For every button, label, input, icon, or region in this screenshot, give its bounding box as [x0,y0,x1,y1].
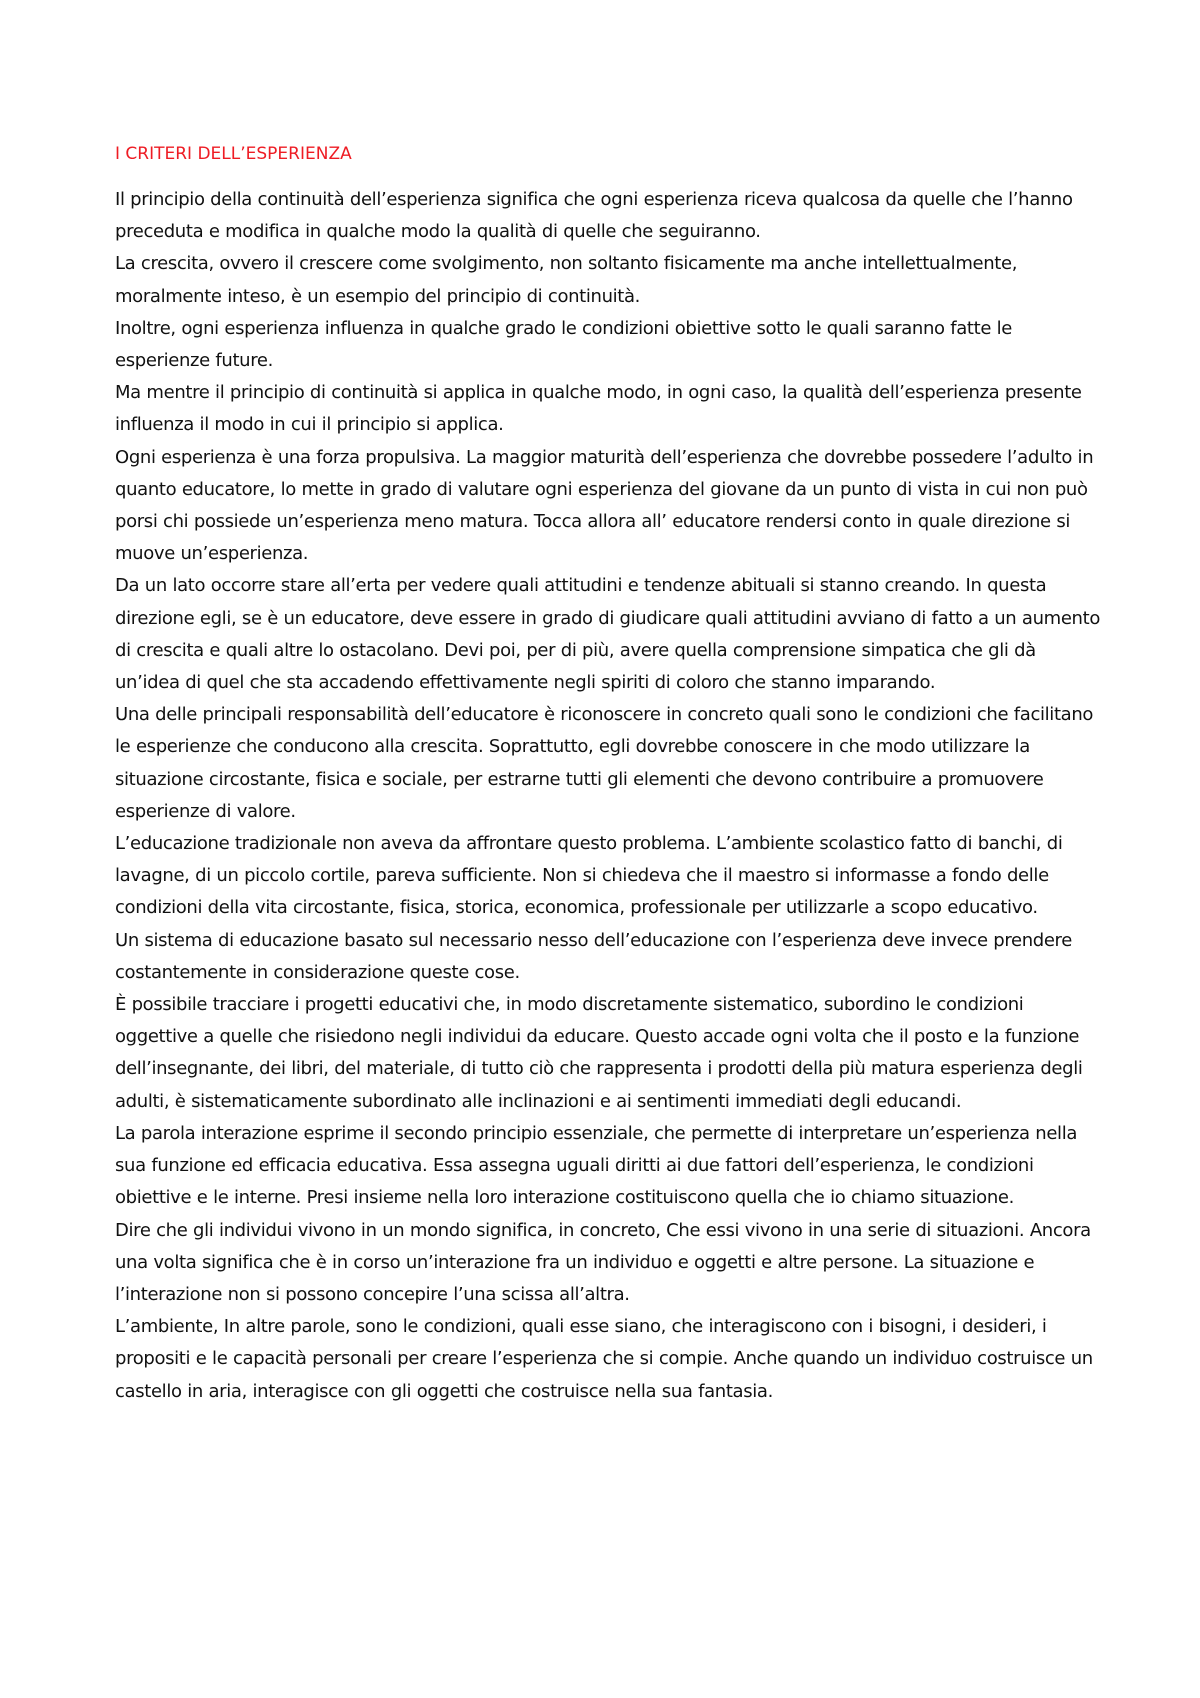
paragraph-crescita: La crescita, ovvero il crescere come svolgimento, non soltanto fisicamente ma anche intellettualmente, moralmente inteso, è un esempio del principio di continuità. [115,253,1018,307]
document-title: I CRITERI DELL’ESPERIENZA [115,144,352,164]
paragraph-forza-propulsiva: Ogni esperienza è una forza propulsiva. La maggior maturità dell’esperienza che dovrebbe possedere l’adulto in quanto educatore, lo mette in grado di valutare ogni esperienza del giovane da un punto di vista in cui non può porsi chi possiede un’esperienza meno matura. Tocca allora all’ educatore rendersi conto in quale direzione si muove un’esperienza. [115,446,1094,565]
paragraph-qualita-esperienza: Ma mentre il principio di continuità si applica in qualche modo, in ogni caso, la qualità dell’esperienza presente influenza il modo in cui il principio si applica. [115,382,1082,436]
paragraph-continuita: Il principio della continuità dell’esperienza significa che ogni esperienza riceva qualcosa da quelle che l’hanno preceduta e modifica in qualche modo la qualità di quelle che seguiranno. [115,189,1073,243]
paragraph-interazione: La parola interazione esprime il secondo principio essenziale, che permette di interpretare un’esperienza nella sua funzione ed efficacia educativa. Essa assegna uguali diritti ai due fattori dell’esperienza, le condizioni obiettive e le interne. Presi insieme nella loro interazione costituiscono quella che io chiamo situazione. [115,1122,1078,1209]
paragraph-condizioni-obiettive: Inoltre, ogni esperienza influenza in qualche grado le condizioni obiettive sotto le quali saranno fatte le esperienze future. [115,317,1012,372]
paragraph-sistema-educazione: Un sistema di educazione basato sul necessario nesso dell’educazione con l’esperienza deve invece prendere costantemente in considerazione queste cose. [115,929,1072,983]
paragraph-responsabilita: Una delle principali responsabilità dell’educatore è riconoscere in concreto quali sono le condizioni che facilitano le esperienze che conducono alla crescita. Soprattutto, egli dovrebbe conoscere in che modo utilizzare la situazione circostante, fisica e sociale, per estrarne tutti gli elementi che devono contribuire a promuovere esperienze di valore. [115,704,1094,822]
paragraph-educazione-tradizionale: L’educazione tradizionale non aveva da affrontare questo problema. L’ambiente scolastico fatto di banchi, di lavagne, di un piccolo cortile, pareva sufficiente. Non si chiedeva che il maestro si informasse a fondo delle condizioni della vita circostante, fisica, storica, economica, professionale per utilizzarle a scopo educativo. [115,833,1063,919]
paragraph-situazioni: Dire che gli individui vivono in un mondo significa, in concreto, Che essi vivono in una serie di situazioni. Ancora una volta significa che è in corso un’interazione fra un individuo e oggetti e altre persone. La situazione e l’interazione non si possono concepire l’una scissa all’altra. [115,1219,1091,1305]
document-body [115,142,1105,1408]
paragraph-progetti-educativi: È possibile tracciare i progetti educativi che, in modo discretamente sistematico, subordino le condizioni oggettive a quelle che risiedono negli individui da educare. Questo accade ogni volta che il posto e la funzione dell’insegnante, dei libri, del materiale, di tutto ciò che rappresenta i prodotti della più matura esperienza degli adulti, è sistematicamente subordinato alle inclinazioni e ai sentimenti immediati degli educandi. [115,994,1083,1112]
paragraph-attitudini: Da un lato occorre stare all’erta per vedere quali attitudini e tendenze abituali si stanno creando. In questa direzione egli, se è un educatore, deve essere in grado di giudicare quali attitudini avviano di fatto a un aumento di crescita e quali altre lo ostacolano. Devi poi, per di più, avere quella comprensione simpatica che gli dà un’idea di quel che sta accadendo effettivamente negli spiriti di coloro che stanno imparando. [115,575,1100,694]
paragraph-ambiente: L’ambiente, In altre parole, sono le condizioni, quali esse siano, che interagiscono con i bisogni, i desideri, i propositi e le capacità personali per creare l’esperienza che si compie. Anche quando un individuo costruisce un castello in aria, interagisce con gli oggetti che costruisce nella sua fantasia. [115,1316,1093,1402]
